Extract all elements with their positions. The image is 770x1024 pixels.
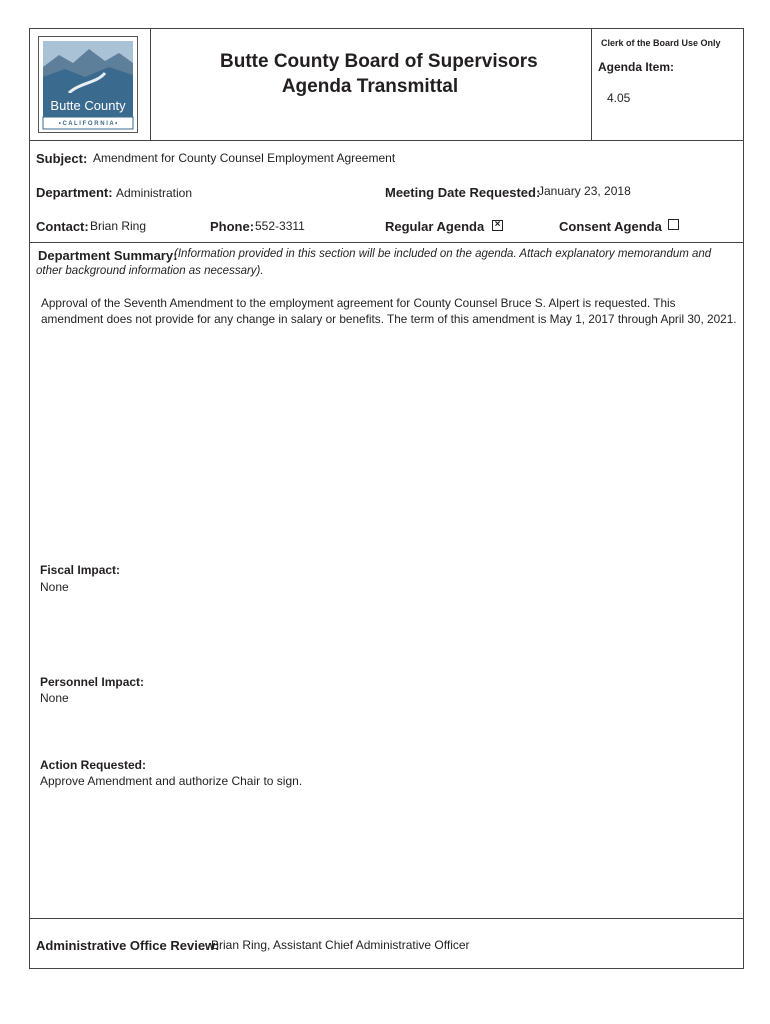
page-subtitle: Agenda Transmittal [281, 76, 459, 97]
regular-agenda-label: Regular Agenda [385, 219, 485, 234]
header-divider-left [150, 28, 151, 140]
review-value: Brian Ring, Assistant Chief Administrative Officer [211, 938, 470, 952]
consent-agenda-checkbox[interactable] [668, 219, 679, 230]
agenda-item-value: 4.05 [607, 91, 631, 105]
action-requested-value: Approve Amendment and authorize Chair to sign. [40, 774, 303, 788]
phone-value: 552-3311 [255, 219, 305, 233]
summary-body-line1: Approval of the Seventh Amendment to the employment agreement for County Counsel Bruce S. Alpert is requested. This [41, 296, 676, 310]
header-bottom-rule [29, 140, 744, 141]
header-divider-right [591, 28, 592, 140]
contact-value: Brian Ring [90, 219, 147, 233]
county-logo [38, 36, 138, 133]
summary-note-line1: (Information provided in this section will be included on the agenda. Attach explanatory memorandum and [174, 248, 712, 260]
fields-bottom-rule [29, 242, 744, 243]
review-label: Administrative Office Review: [36, 938, 220, 953]
logo-state-name: • C A L I F O R N I A • [58, 121, 118, 127]
summary-note-line2: other background information as necessary). [36, 265, 264, 277]
phone-label: Phone: [210, 219, 255, 234]
meeting-date-value: January 23, 2018 [538, 184, 631, 198]
department-label: Department: [36, 185, 113, 200]
summary-body-line2: amendment does not provide for any change in salary or benefits. The term of this amendment is May 1, 2017 through April 30, 2021. [41, 312, 737, 326]
department-value: Administration [116, 186, 193, 200]
review-top-rule [29, 918, 744, 919]
agenda-item-label: Agenda Item: [598, 60, 675, 74]
logo-county-name: Butte County [50, 98, 126, 113]
page-title: Butte County Board of Supervisors [220, 51, 538, 72]
consent-agenda-label: Consent Agenda [559, 219, 662, 234]
summary-label: Department Summary: [38, 248, 178, 263]
subject-value: Amendment for County Counsel Employment Agreement [93, 151, 396, 165]
action-requested-label: Action Requested: [40, 758, 147, 772]
personnel-impact-label: Personnel Impact: [40, 675, 145, 689]
subject-label: Subject: [36, 151, 88, 166]
personnel-impact-value: None [40, 691, 69, 705]
fiscal-impact-value: None [40, 580, 69, 594]
contact-label: Contact: [36, 219, 89, 234]
county-logo-graphic [39, 37, 137, 132]
regular-agenda-checkbox[interactable]: × [492, 220, 503, 231]
meeting-date-label: Meeting Date Requested: [385, 185, 541, 200]
fiscal-impact-label: Fiscal Impact: [40, 563, 121, 577]
form-frame [29, 28, 744, 969]
clerk-use-label: Clerk of the Board Use Only [601, 38, 721, 48]
